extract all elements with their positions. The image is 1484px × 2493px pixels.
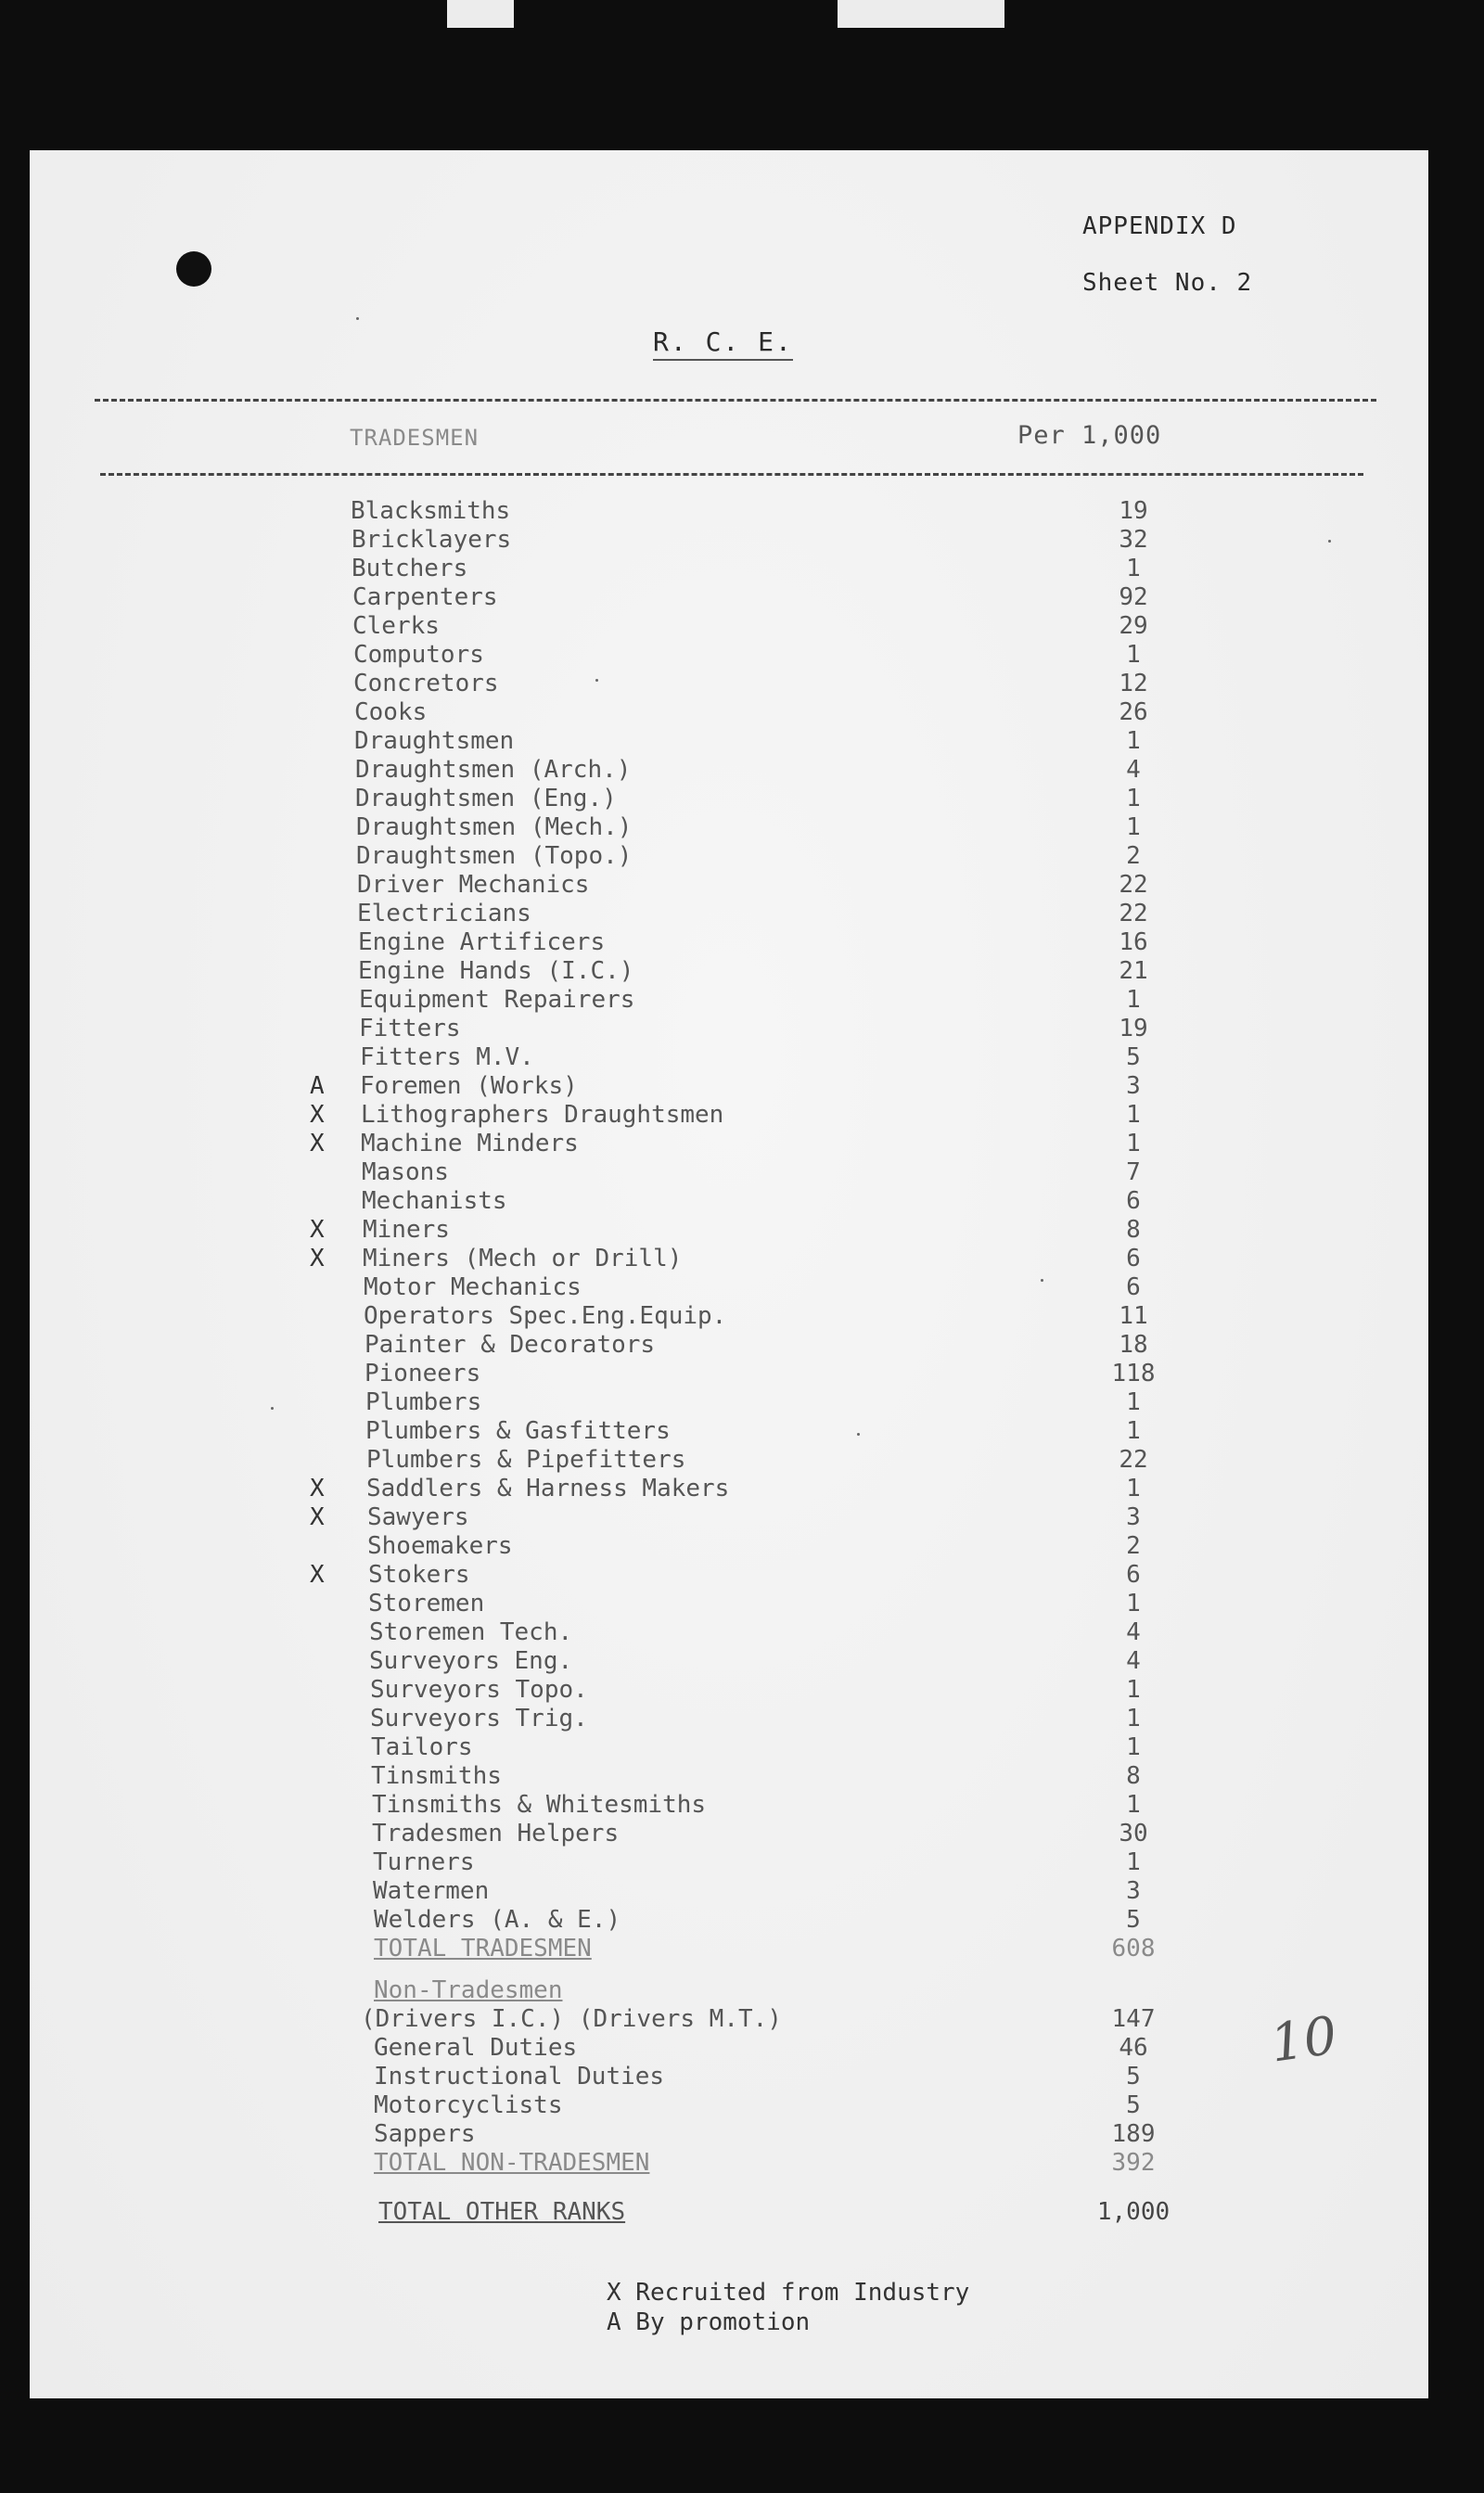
table-row — [30, 1877, 1428, 1906]
row-value: 3 — [1126, 1877, 1141, 1905]
row-value: 1 — [1126, 1417, 1141, 1445]
sheet-number: Sheet No. 2 — [1082, 269, 1253, 297]
row-value: 5 — [1126, 1906, 1141, 1934]
film-tab-left — [447, 0, 514, 28]
table-row — [30, 2005, 1428, 2034]
table-row — [30, 1647, 1428, 1676]
table-row — [30, 1187, 1428, 1216]
table-row — [30, 900, 1428, 928]
row-value: 4 — [1126, 1647, 1141, 1675]
row-name: Sawyers — [367, 1503, 469, 1531]
row-name: Draughtsmen (Mech.) — [356, 813, 633, 841]
row-value: 2 — [1126, 842, 1141, 870]
row-mark: X — [310, 1475, 325, 1502]
row-name: Tinsmiths — [371, 1762, 502, 1790]
row-name: Motor Mechanics — [364, 1273, 582, 1301]
total-tradesmen-row — [30, 1935, 1428, 1963]
table-row — [30, 1417, 1428, 1446]
row-value: 1 — [1126, 1733, 1141, 1761]
table-row — [30, 727, 1428, 756]
row-name: TOTAL TRADESMEN — [374, 1935, 592, 1962]
row-name: Painter & Decorators — [365, 1331, 656, 1359]
row-mark: X — [310, 1130, 325, 1157]
row-value: 1 — [1126, 1130, 1141, 1157]
row-value: 1 — [1126, 1676, 1141, 1704]
row-name: Cooks — [354, 698, 428, 726]
row-name: Mechanists — [362, 1187, 507, 1215]
row-value: 1 — [1126, 641, 1141, 669]
row-value: 1 — [1126, 1848, 1141, 1876]
non-tradesmen-heading — [30, 1976, 1428, 2005]
row-value: 6 — [1126, 1273, 1141, 1301]
total-non-tradesmen-row — [30, 2149, 1428, 2178]
row-value: 6 — [1126, 1187, 1141, 1215]
row-name: Watermen — [373, 1877, 490, 1905]
row-name: Instructional Duties — [374, 2063, 665, 2090]
table-row — [30, 1360, 1428, 1388]
row-name: Plumbers — [365, 1388, 482, 1416]
row-name: Lithographers Draughtsmen — [361, 1101, 724, 1129]
table-row — [30, 1072, 1428, 1101]
table-row — [30, 1590, 1428, 1618]
row-name: Butchers — [352, 555, 468, 582]
row-name: Stokers — [368, 1561, 470, 1589]
row-name: Bricklayers — [352, 526, 512, 554]
row-name: Draughtsmen (Arch.) — [355, 756, 632, 784]
row-value: 1 — [1126, 813, 1141, 841]
table-row — [30, 1388, 1428, 1417]
row-name: Machine Minders — [361, 1130, 579, 1157]
row-value: 189 — [1111, 2120, 1156, 2148]
row-value: 12 — [1119, 670, 1148, 697]
row-value: 26 — [1119, 698, 1148, 726]
row-name: Foremen (Works) — [360, 1072, 578, 1100]
row-value: 6 — [1126, 1561, 1141, 1589]
row-value: 19 — [1119, 497, 1148, 525]
row-mark: X — [310, 1101, 325, 1129]
row-value: 5 — [1126, 2063, 1141, 2090]
speck — [271, 1407, 274, 1410]
table-row — [30, 1503, 1428, 1532]
row-name: Driver Mechanics — [357, 871, 590, 899]
table-row — [30, 1848, 1428, 1877]
speck — [857, 1433, 860, 1436]
row-value: 1 — [1126, 555, 1141, 582]
film-tab-right — [838, 0, 1004, 28]
table-row — [30, 1273, 1428, 1302]
row-value: 1 — [1126, 1791, 1141, 1819]
row-name: Non-Tradesmen — [374, 1976, 563, 2004]
row-name: Turners — [373, 1848, 475, 1876]
row-name: Engine Hands (I.C.) — [358, 957, 634, 985]
row-value: 22 — [1119, 871, 1148, 899]
row-value: 5 — [1126, 1043, 1141, 1071]
row-name: Sappers — [374, 2120, 476, 2148]
row-mark: X — [310, 1503, 325, 1531]
row-value: 1 — [1126, 785, 1141, 812]
row-name: Engine Artificers — [358, 928, 606, 956]
row-name: Tradesmen Helpers — [372, 1820, 620, 1847]
row-value: 1,000 — [1096, 2198, 1171, 2226]
row-value: 1 — [1126, 1590, 1141, 1617]
row-name: Storemen — [368, 1590, 485, 1617]
row-name: Carpenters — [352, 583, 498, 611]
row-value: 22 — [1119, 900, 1148, 927]
row-name: Computors — [353, 641, 484, 669]
row-name: Tailors — [371, 1733, 473, 1761]
row-name: Draughtsmen (Topo.) — [356, 842, 633, 870]
row-name: Welders (A. & E.) — [374, 1906, 621, 1934]
row-value: 1 — [1126, 986, 1141, 1014]
row-value: 3 — [1126, 1072, 1141, 1100]
table-row — [30, 2063, 1428, 2091]
row-name: Pioneers — [365, 1360, 481, 1387]
punch-hole — [176, 251, 211, 287]
table-row — [30, 526, 1428, 555]
row-spacer — [30, 2178, 1428, 2198]
row-name: Draughtsmen — [354, 727, 515, 755]
row-value: 1 — [1126, 1388, 1141, 1416]
row-name: Miners — [363, 1216, 450, 1244]
table-row — [30, 1216, 1428, 1245]
row-value: 19 — [1119, 1015, 1148, 1042]
table-row — [30, 1762, 1428, 1791]
table-row — [30, 1906, 1428, 1935]
row-value: 2 — [1126, 1532, 1141, 1560]
row-name: Fitters — [359, 1015, 461, 1042]
table-row — [30, 497, 1428, 526]
row-name: General Duties — [374, 2034, 578, 2062]
row-name: Miners (Mech or Drill) — [363, 1245, 683, 1272]
row-name: Surveyors Topo. — [370, 1676, 588, 1704]
table-row — [30, 1705, 1428, 1733]
table-row — [30, 871, 1428, 900]
table-row — [30, 1245, 1428, 1273]
row-name: Blacksmiths — [351, 497, 511, 525]
row-value: 7 — [1126, 1158, 1141, 1186]
row-name: Draughtsmen (Eng.) — [355, 785, 617, 812]
row-value: 6 — [1126, 1245, 1141, 1272]
header-rule-top — [95, 399, 1376, 402]
table-row — [30, 1733, 1428, 1762]
table-row — [30, 1331, 1428, 1360]
table-row — [30, 1043, 1428, 1072]
document-page — [30, 150, 1428, 2398]
row-name: Surveyors Eng. — [369, 1647, 573, 1675]
row-name: Operators Spec.Eng.Equip. — [364, 1302, 727, 1330]
table-row — [30, 1561, 1428, 1590]
speck — [1041, 1279, 1043, 1282]
table-row — [30, 986, 1428, 1015]
row-value: 147 — [1111, 2005, 1156, 2033]
row-name: Saddlers & Harness Makers — [366, 1475, 730, 1502]
footnote-promotion: A By promotion — [607, 2308, 811, 2336]
row-name: Concretors — [353, 670, 499, 697]
table-row — [30, 756, 1428, 785]
row-name: Storemen Tech. — [369, 1618, 573, 1646]
table-row — [30, 583, 1428, 612]
row-name: Equipment Repairers — [359, 986, 635, 1014]
table-row — [30, 1791, 1428, 1820]
column-header-per-thousand: Per 1,000 — [1017, 421, 1162, 450]
handwritten-page-number: 10 — [1266, 2005, 1341, 2075]
row-value: 29 — [1119, 612, 1148, 640]
row-value: 5 — [1126, 2091, 1141, 2119]
table-row — [30, 1820, 1428, 1848]
column-header-tradesmen: TRADESMEN — [350, 425, 480, 451]
row-value: 608 — [1111, 1935, 1156, 1962]
tradesmen-table — [30, 497, 1428, 2227]
row-value: 1 — [1126, 1705, 1141, 1732]
table-row — [30, 928, 1428, 957]
row-value: 30 — [1119, 1820, 1148, 1847]
table-row — [30, 1015, 1428, 1043]
table-row — [30, 1446, 1428, 1475]
table-row — [30, 670, 1428, 698]
table-row — [30, 698, 1428, 727]
row-name: (Drivers I.C.) (Drivers M.T.) — [361, 2005, 782, 2033]
row-value: 46 — [1119, 2034, 1148, 2062]
row-name: TOTAL OTHER RANKS — [378, 2198, 626, 2226]
row-name: Clerks — [352, 612, 440, 640]
row-value: 118 — [1111, 1360, 1156, 1387]
row-mark: A — [310, 1072, 325, 1100]
row-mark: X — [310, 1216, 325, 1244]
row-value: 16 — [1119, 928, 1148, 956]
document-title: R. C. E. — [653, 326, 793, 361]
table-row — [30, 1676, 1428, 1705]
table-row — [30, 555, 1428, 583]
row-name: Shoemakers — [367, 1532, 513, 1560]
row-name: Plumbers & Pipefitters — [366, 1446, 686, 1474]
table-row — [30, 785, 1428, 813]
row-value: 18 — [1119, 1331, 1148, 1359]
row-value: 22 — [1119, 1446, 1148, 1474]
row-value: 92 — [1119, 583, 1148, 611]
row-name: Tinsmiths & Whitesmiths — [372, 1791, 707, 1819]
row-value: 1 — [1126, 1475, 1141, 1502]
row-name: Surveyors Trig. — [370, 1705, 588, 1732]
row-value: 21 — [1119, 957, 1148, 985]
table-row — [30, 1101, 1428, 1130]
table-row — [30, 2120, 1428, 2149]
speck — [1328, 540, 1331, 543]
table-row — [30, 813, 1428, 842]
row-name: TOTAL NON-TRADESMEN — [374, 2149, 650, 2177]
row-value: 3 — [1126, 1503, 1141, 1531]
row-name: Plumbers & Gasfitters — [365, 1417, 671, 1445]
table-row — [30, 612, 1428, 641]
row-mark: X — [310, 1245, 325, 1272]
row-value: 392 — [1111, 2149, 1156, 2177]
table-row — [30, 957, 1428, 986]
table-row — [30, 1130, 1428, 1158]
row-value: 11 — [1119, 1302, 1148, 1330]
table-row — [30, 1618, 1428, 1647]
table-row — [30, 1302, 1428, 1331]
appendix-label: APPENDIX D — [1082, 212, 1237, 240]
row-value: 4 — [1126, 1618, 1141, 1646]
row-spacer — [30, 1963, 1428, 1976]
speck — [356, 317, 359, 320]
header-rule-bottom — [100, 473, 1363, 476]
row-value: 4 — [1126, 756, 1141, 784]
footnote-recruited: X Recruited from Industry — [607, 2279, 970, 2307]
row-value: 1 — [1126, 727, 1141, 755]
table-row — [30, 1475, 1428, 1503]
row-mark: X — [310, 1561, 325, 1589]
row-name: Motorcyclists — [374, 2091, 563, 2119]
row-value: 1 — [1126, 1101, 1141, 1129]
table-row — [30, 842, 1428, 871]
speck — [595, 679, 598, 682]
table-row — [30, 1158, 1428, 1187]
row-name: Fitters M.V. — [360, 1043, 534, 1071]
row-value: 8 — [1126, 1762, 1141, 1790]
table-row — [30, 2034, 1428, 2063]
row-value: 32 — [1119, 526, 1148, 554]
table-row — [30, 641, 1428, 670]
table-row — [30, 2091, 1428, 2120]
row-name: Electricians — [357, 900, 531, 927]
row-name: Masons — [362, 1158, 449, 1186]
total-other-ranks-row — [30, 2198, 1428, 2227]
row-value: 8 — [1126, 1216, 1141, 1244]
table-row — [30, 1532, 1428, 1561]
